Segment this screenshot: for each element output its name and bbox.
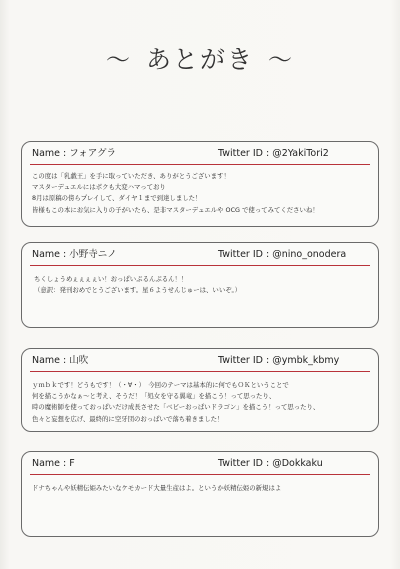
title-tilde-right: 〜: [268, 46, 294, 74]
message-line: ドナちゃんや妖精伝姫みたいなケモカード大量生産はよ。というか妖精伝姫の新規はよ: [32, 484, 282, 492]
author-name: Name : フォアグラ: [32, 148, 117, 159]
twitter-id: Twitter ID : @nino_onodera: [218, 249, 347, 260]
card-header: [30, 243, 370, 266]
message-line: 8月は原稿の傍らプレイして、ダイヤ１まで到達しました！: [32, 194, 202, 203]
message-line: 何を描こうかなぁ～と考え、そうだ！「処女を守る翼竜」を描こう！って思ったり、: [32, 392, 276, 401]
author-card-2: [21, 242, 379, 328]
card-header: [30, 349, 370, 372]
page-title: [0, 40, 400, 80]
author-card-4: [21, 451, 379, 537]
author-card-1: [21, 141, 379, 227]
author-name: Name : 山吹: [32, 355, 89, 366]
page-title-text: あとがき: [145, 45, 254, 74]
message-line: ｙｍｂｋです！どうもです！（・∀・） 今回のテーマは基本的に何でもＯＫということで: [32, 381, 289, 389]
author-name: Name : F: [32, 458, 75, 469]
twitter-id: Twitter ID : @ymbk_kbmy: [218, 355, 340, 366]
message-line: 皆様もこの本にお気に入りの子がいたら、是非マスターデュエルや OCG で使ってみてくださいね！: [32, 205, 319, 214]
twitter-id: Twitter ID : @Dokkaku: [218, 458, 323, 469]
card-header: [30, 452, 370, 475]
card-message: [22, 165, 378, 222]
message-line: （意訳：発刊おめでとうございます。星６ようせんじゅーは、いいぞ。）: [34, 286, 242, 295]
card-message: [22, 475, 378, 500]
card-header: [30, 142, 370, 165]
message-line: 時の魔術師を使っておっぱいだけ成長させた「ベビーおっぱいドラゴン」を描こう！って思ったり、: [32, 403, 320, 412]
card-message: [22, 266, 378, 302]
author-name: Name : 小野寺ニノ: [32, 249, 117, 260]
card-message: [22, 372, 378, 431]
author-card-3: [21, 348, 379, 432]
message-line: この度は「乳戯王」を手に取っていただき、ありがとうございます！: [32, 172, 230, 180]
message-line: ちくしょうめぇぇぇぇい！おっぱいぷるんぷるん！！: [34, 275, 188, 283]
message-line: マスターデュエルにはボクも大変ハマっており: [32, 183, 166, 192]
twitter-id: Twitter ID : @2YakiTori2: [218, 148, 329, 159]
message-line: 色々と妄想を広げ、最終的に空牙団のおっぱいで落ち着きました！: [32, 414, 224, 423]
title-tilde-left: 〜: [105, 46, 132, 74]
